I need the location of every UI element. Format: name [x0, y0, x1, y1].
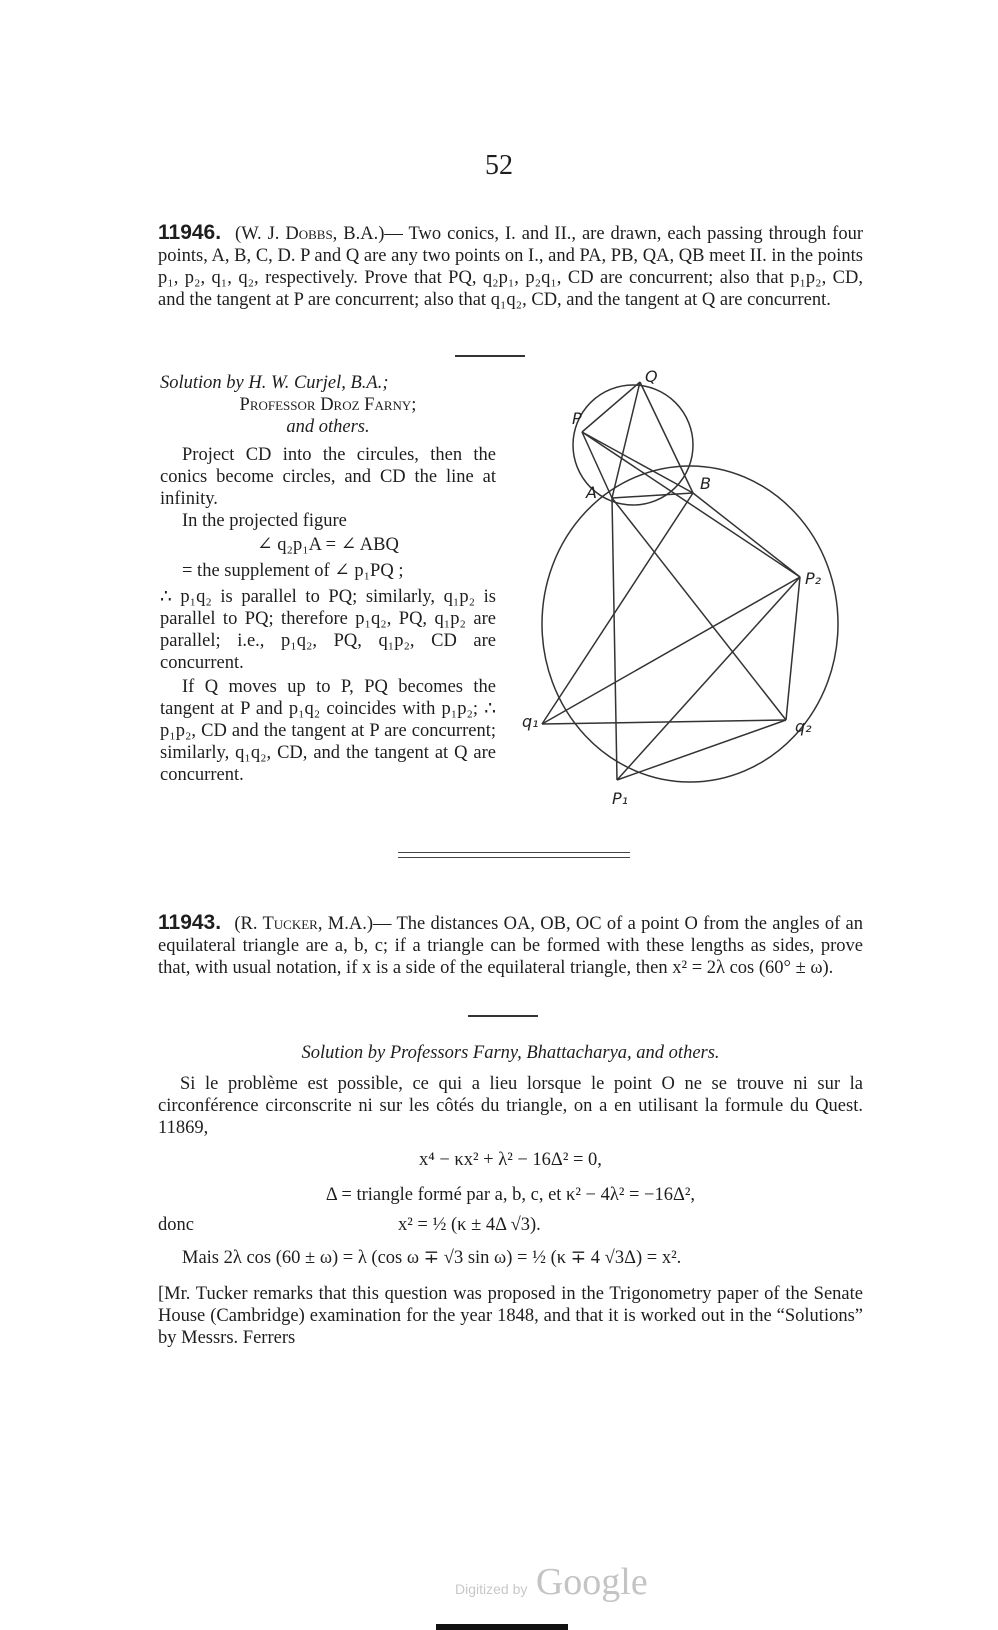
problem-author: (R. Tucker, M.A.)—: [234, 914, 392, 934]
solution-para: Project CD into the circules, then the conics become circles, and CD the line at infinity.: [160, 445, 496, 509]
label-q2: q₂: [795, 717, 812, 736]
line-qa: [612, 382, 640, 498]
editorial-remark: [Mr. Tucker remarks that this question was proposed in the Trigonometry paper of the Senate House (Cambridge) examination for the year 1848, and that it is worked out in the “Solutions” by Messrs. Ferrers: [158, 1284, 863, 1348]
problem-11943: [158, 912, 863, 979]
solution-para: ∴ p₁q₂ is parallel to PQ; similarly, q₁p₂ is parallel to PQ; therefore p₁q₂, PQ, q₁p₂ are parallel; i.e., p₁q₂, PQ, q₁p₂, CD are concurrent.: [160, 587, 496, 673]
equation-3: x² = ½ (κ ± 4Δ √3).: [398, 1215, 541, 1235]
equation-2: Δ = triangle formé par a, b, c, et κ² − 4λ² = −16Δ²,: [325, 1185, 696, 1205]
problem-text: The distances OA, OB, OC of a point O from the angles of an equilateral triangle are a, b, c; if a triangle can be formed with these lengths as sides, prove that, with usual notation, if x is a side of the equilateral triangle, then x² = 2λ cos (60° ± ω).: [158, 914, 864, 978]
section-divider: [398, 852, 630, 858]
line-q1-q2: [542, 720, 786, 724]
line-p1-p2: [617, 577, 800, 780]
problem-number: 11943.: [158, 911, 222, 934]
solution-para: In the projected figure: [182, 511, 347, 531]
line-p-p2: [582, 432, 800, 577]
solution-byline-3: and others.: [286, 417, 370, 437]
equation-4: Mais 2λ cos (60 ± ω) = λ (cos ω ∓ √3 sin ω) = ½ (κ ∓ 4 √3Δ) = x².: [182, 1248, 682, 1268]
bottom-bar: [436, 1624, 568, 1630]
geometry-diagram: [522, 367, 860, 832]
page-number: 52: [485, 150, 513, 181]
solution-11943-text: [158, 1073, 863, 1139]
solution-byline-1: Solution by H. W. Curjel, B.A.;: [160, 373, 389, 393]
solution-11943-title: Solution by Professors Farny, Bhattacharya, and others.: [301, 1043, 720, 1063]
line-a-p1: [612, 498, 617, 780]
label-b: B: [700, 474, 711, 493]
problem-number: 11946.: [158, 221, 222, 244]
line-p1-q2: [617, 720, 786, 780]
problem-text: Two conics, I. and II., are drawn, each passing through four points, A, B, C, D. P and Q are any two points on I., and PA, PB, QA, QB meet II. in the points p₁, p₂, q₁, q₂, respectively. Prove that PQ, q₂p₁, p₂q₁, CD are concurrent; also that p₁p₂, CD, and the tangent at P are concurrent; also that q₁q₂, CD, and the tangent at Q are concurrent.: [158, 224, 863, 310]
label-p1: P₁: [612, 789, 629, 808]
problem-11946: [158, 222, 863, 311]
donc-label: donc: [158, 1215, 194, 1235]
solution-equation: ∠ q₂p₁A = ∠ ABQ: [257, 535, 399, 555]
watermark-small: Digitized by: [455, 1581, 528, 1597]
label-q: Q: [645, 367, 658, 386]
label-p2: P₂: [805, 569, 822, 588]
watermark: [455, 1560, 648, 1604]
short-rule: [455, 355, 525, 357]
watermark-google: Google: [535, 1561, 648, 1603]
label-q1: q₁: [522, 712, 539, 731]
line-b-p2: [693, 493, 800, 577]
label-a: A: [586, 483, 597, 502]
line-a-q2: [612, 498, 786, 720]
line-b-q1: [542, 493, 693, 724]
solution-para: Si le problème est possible, ce qui a lieu lorsque le point O ne se trouve ni sur la circonférence circonscrite ni sur les côtés du triangle, on a en utilisant la formule du Quest. 11869,: [158, 1074, 863, 1138]
solution-byline-2: Professor Droz Farny;: [239, 395, 417, 415]
solution-11946: [160, 372, 496, 786]
solution-para: If Q moves up to P, PQ becomes the tangent at P and p₁q₂ coincides with p₁p₂; ∴ p₁p₂, CD and the tangent at P are concurrent; similarly, q₁q₂, CD, and the tangent at Q are concurrent.: [160, 677, 496, 785]
large-circle: [542, 466, 838, 782]
line-q1-p2: [542, 577, 800, 724]
equation-1: x⁴ − κx² + λ² − 16Δ² = 0,: [419, 1150, 602, 1170]
label-p: P: [572, 409, 582, 428]
short-rule: [468, 1015, 538, 1017]
equation-3-row: [158, 1215, 863, 1236]
line-pb: [582, 432, 693, 493]
problem-author: (W. J. Dobbs, B.A.)—: [235, 224, 403, 244]
line-p2-q2: [786, 577, 800, 720]
solution-equation: = the supplement of ∠ p₁PQ ;: [182, 561, 404, 581]
